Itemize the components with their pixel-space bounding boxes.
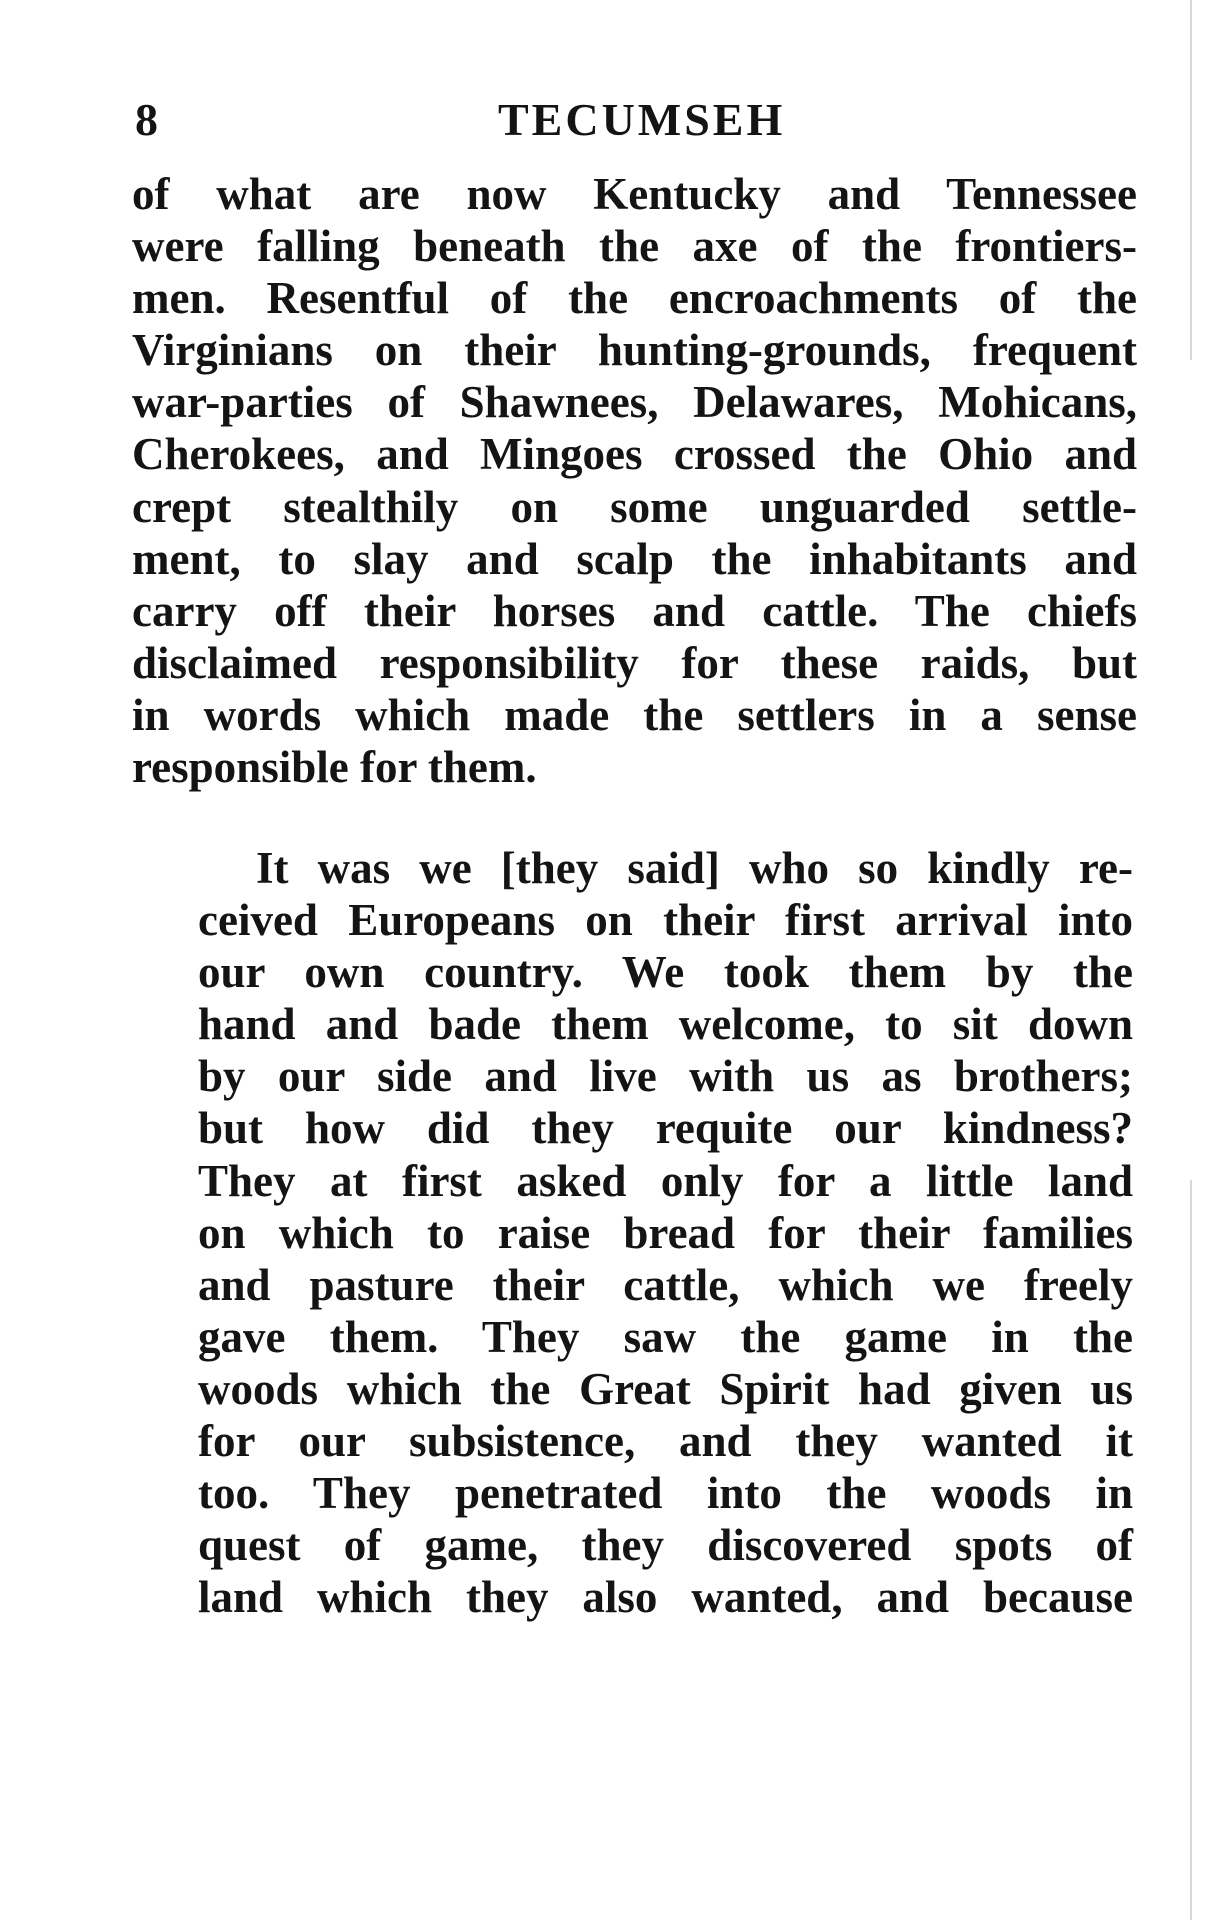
text-line: crept stealthily on some unguarded settle- bbox=[132, 481, 1137, 532]
text-line: of what are now Kentucky and Tennessee bbox=[132, 169, 1137, 219]
quote-line: woods which the Great Spirit had given us bbox=[198, 1363, 1133, 1414]
quote-line: quest of game, they discovered spots of bbox=[198, 1520, 1133, 1571]
text-line: ment, to slay and scalp the inhabitants and bbox=[132, 533, 1137, 584]
quote-line: our own country. We took them by the bbox=[198, 947, 1133, 998]
quote-line: too. They penetrated into the woods in bbox=[198, 1468, 1133, 1519]
quote-line: They at first asked only for a little land bbox=[198, 1155, 1133, 1206]
text-line: war-parties of Shawnees, Delawares, Mohicans, bbox=[132, 377, 1137, 428]
text-line: disclaimed responsibility for these raids, but bbox=[132, 637, 1137, 688]
text-line: Virginians on their hunting-grounds, frequent bbox=[132, 325, 1137, 376]
text-line: were falling beneath the axe of the frontiers- bbox=[132, 221, 1137, 272]
scan-edge-mark bbox=[1190, 1180, 1192, 1920]
quote-line: gave them. They saw the game in the bbox=[198, 1311, 1133, 1362]
quote-line: It was we [they said] who so kindly re- bbox=[256, 843, 1133, 893]
text-line: responsible for them. bbox=[132, 742, 537, 793]
quote-paragraph bbox=[198, 842, 1133, 1623]
running-head-title: TECUMSEH bbox=[498, 94, 786, 145]
text-line: men. Resentful of the encroachments of the bbox=[132, 273, 1137, 324]
text-line: Cherokees, and Mingoes crossed the Ohio and bbox=[132, 429, 1137, 480]
quote-line: but how did they requite our kindness? bbox=[198, 1103, 1133, 1154]
quote-line: ceived Europeans on their first arrival into bbox=[198, 895, 1133, 946]
body-paragraph bbox=[132, 168, 1137, 793]
text-line: carry off their horses and cattle. The chiefs bbox=[132, 585, 1137, 636]
page-number: 8 bbox=[135, 94, 158, 145]
quote-line: and pasture their cattle, which we freely bbox=[198, 1259, 1133, 1310]
quote-line: on which to raise bread for their families bbox=[198, 1207, 1133, 1258]
text-line: in words which made the settlers in a sense bbox=[132, 689, 1137, 740]
quote-line: hand and bade them welcome, to sit down bbox=[198, 999, 1133, 1050]
scan-edge-mark bbox=[1190, 0, 1192, 360]
quote-line: by our side and live with us as brothers; bbox=[198, 1051, 1133, 1102]
quote-line: for our subsistence, and they wanted it bbox=[198, 1416, 1133, 1467]
quote-line: land which they also wanted, and because bbox=[198, 1572, 1133, 1623]
